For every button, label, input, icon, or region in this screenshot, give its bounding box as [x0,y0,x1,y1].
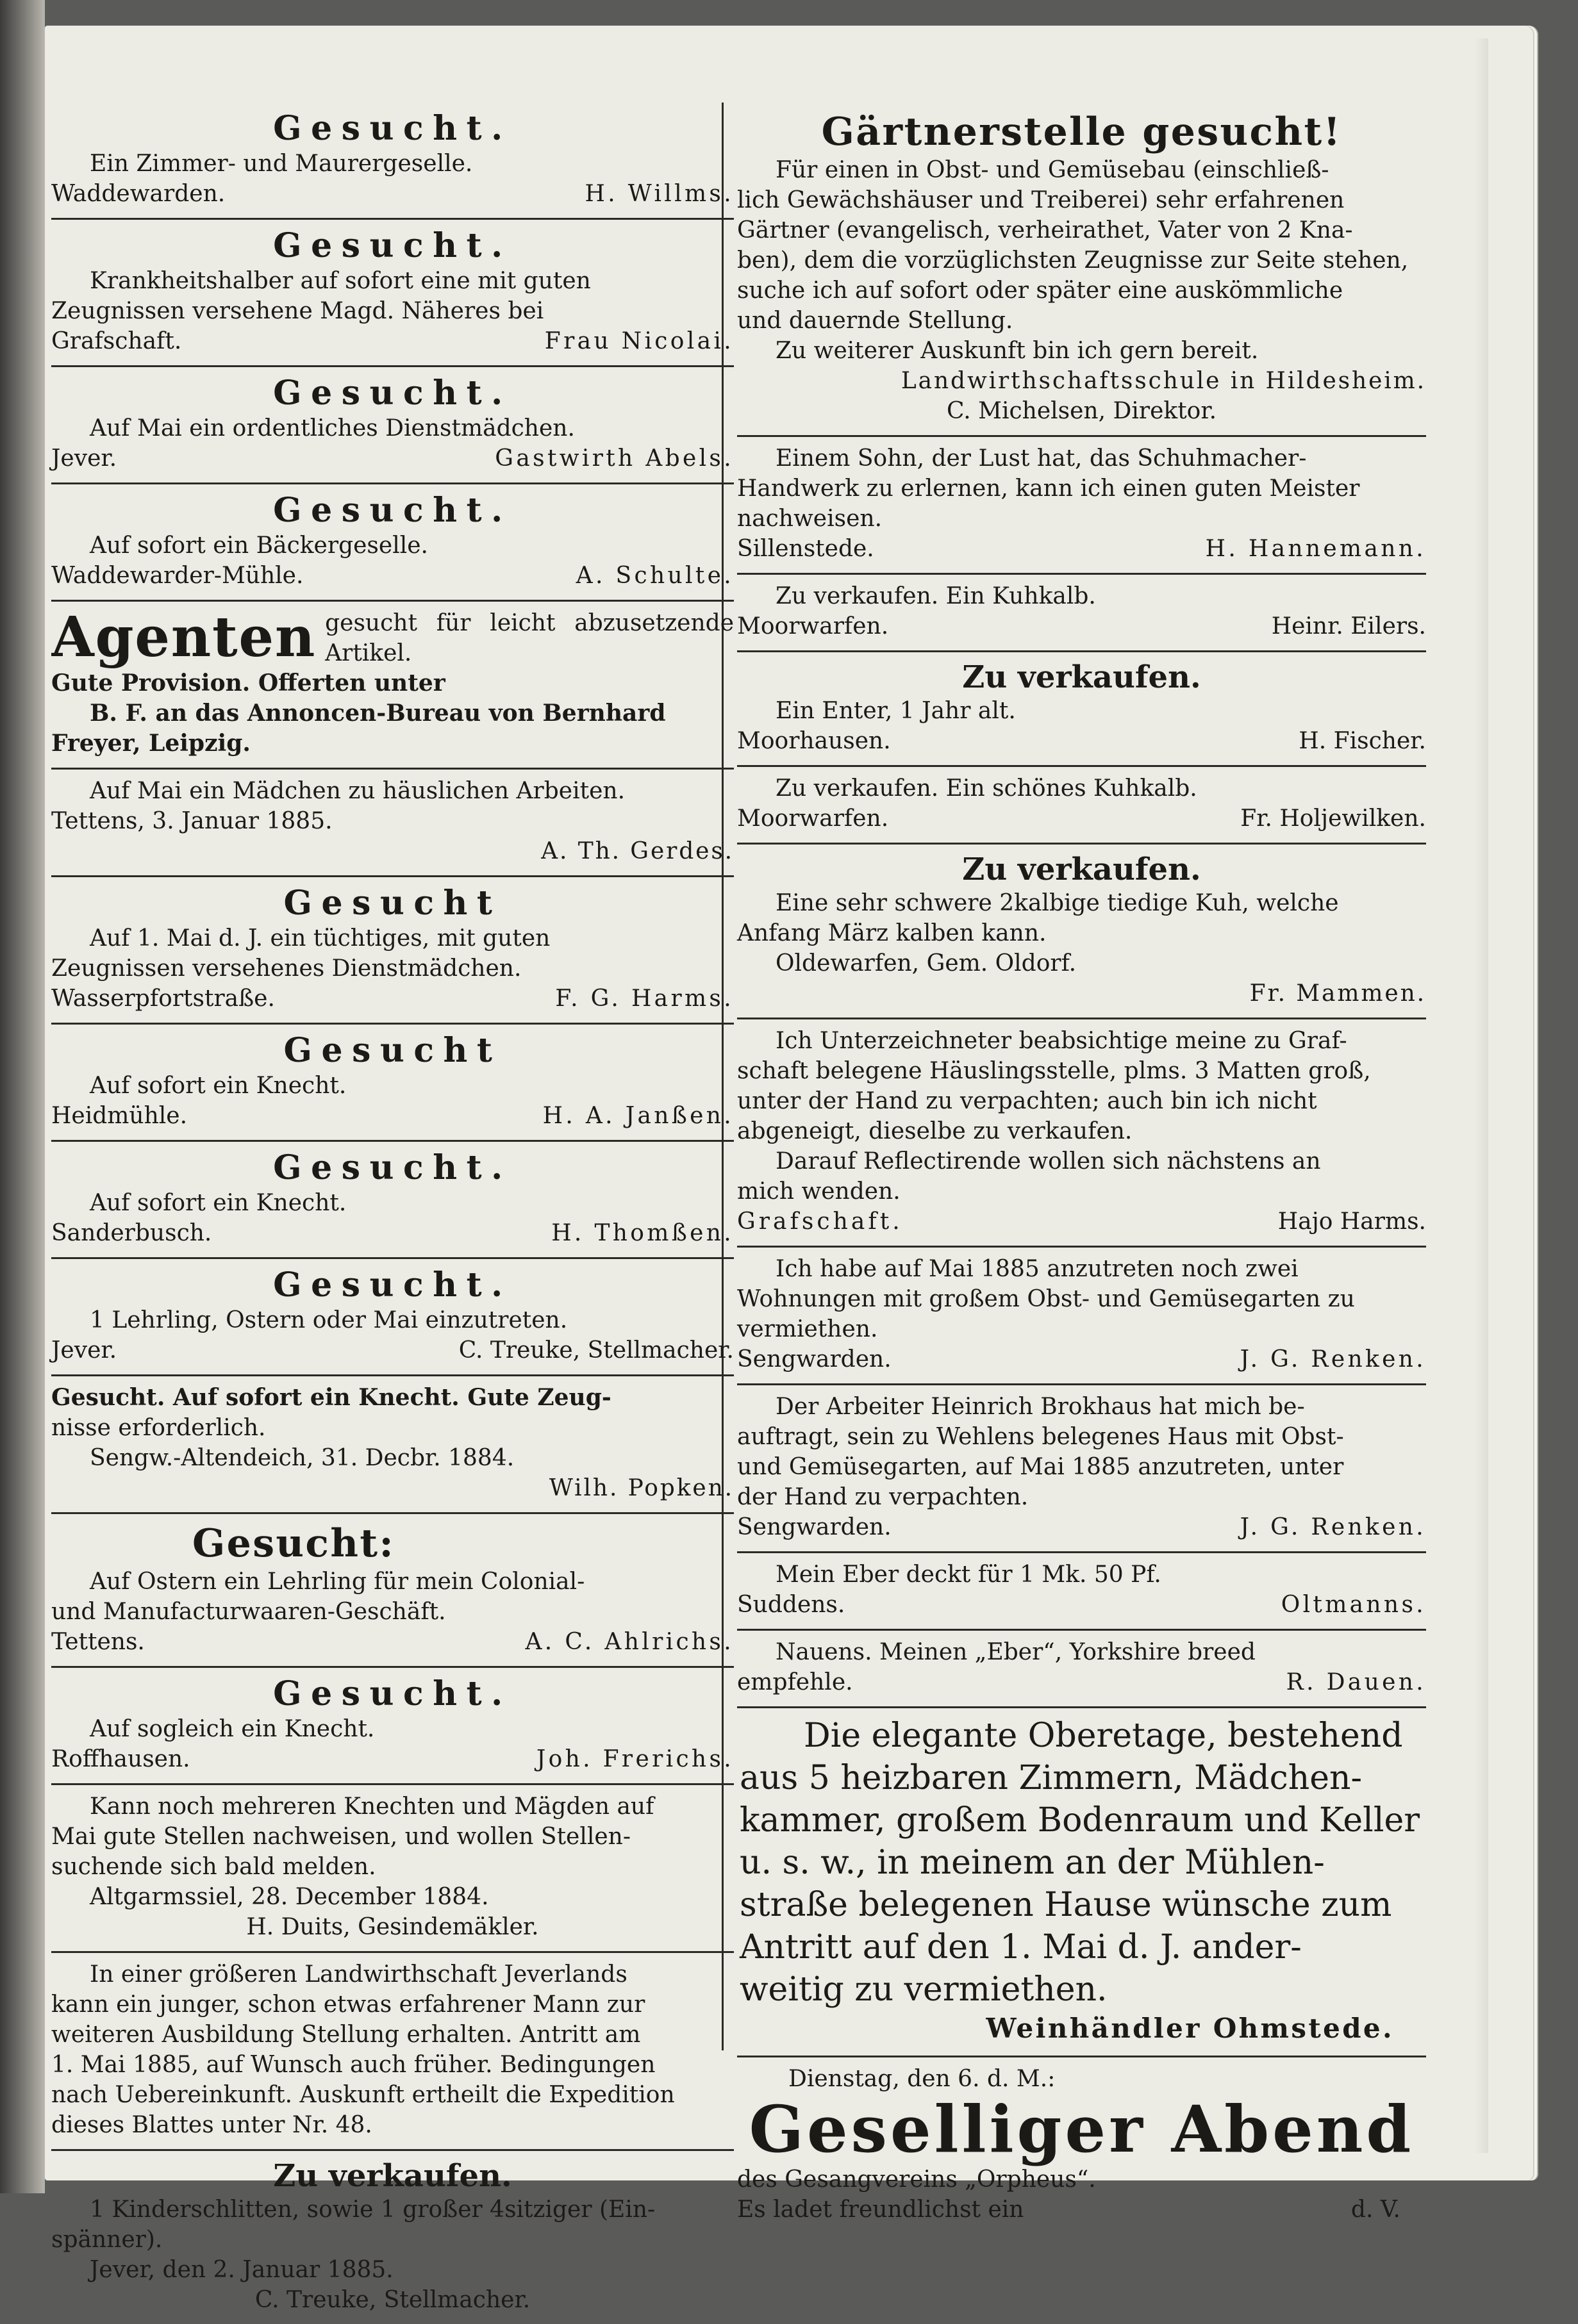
ad-signature [51,561,734,591]
ad-text: Gärtner (evangelisch, verheirathet, Vater von 2 Kna- [737,217,1353,243]
ad-right-5 [737,767,1426,845]
ad-name: Heinr. Eilers. [1271,613,1426,639]
ad-text: Altgarmssiel, 28. December 1884. [90,1884,489,1910]
ad-text: Einem Sohn, der Lust hat, das Schuhmacher- [776,445,1307,472]
ad-text: mich wenden. [737,1178,901,1205]
ad-name: Hajo Harms. [1277,1208,1426,1235]
ad-name: A. C. Ahlrichs. [525,1629,734,1655]
ad-signature [51,443,734,474]
ad-signature [51,1218,734,1248]
ad-text: Auf sofort ein Bäckergeselle. [90,532,428,559]
ad-text: suchende sich bald melden. [51,1854,376,1880]
ad-heading: Gesucht [283,884,502,923]
ad-text: und Manufacturwaaren-Geschäft. [51,1599,446,1625]
ad-text: Ein Zimmer- und Maurergeselle. [90,151,473,177]
ad-text: Gesucht. Auf sofort ein Knecht. Gute Zeug- [51,1384,611,1411]
ad-text: Zu verkaufen. Ein Kuhkalb. [776,583,1096,609]
ad-name: Oltmanns. [1281,1592,1426,1618]
ad-text: Auf Ostern ein Lehrling für mein Colonial- [90,1569,585,1595]
ad-text: Wohnungen mit großem Obst- und Gemüsegarten zu [737,1286,1355,1312]
ad-text: u. s. w., in meinem an der Mühlen- [740,1843,1325,1882]
ad-text: Jever, den 2. Januar 1885. [90,2257,394,2283]
ad-text: 1 Kinderschlitten, sowie 1 großer 4sitziger (Ein- [90,2196,656,2223]
ad-name: Gastwirth Abels. [495,445,734,472]
ad-place: Waddewarder-Mühle. [51,563,304,589]
ad-text: Nauens. Meinen „Eber“, Yorkshire breed [776,1639,1256,1665]
ad-text: des Gesangvereins „Orpheus“. [737,2166,1096,2193]
ad-name: A. Schulte. [576,563,734,589]
ad-right-8 [737,1248,1426,1385]
ad-right-7 [737,1019,1426,1248]
ad-right-12 [737,1708,1426,2057]
ad-text: Ich Unterzeichneter beabsichtige meine zu Graf- [776,1028,1347,1054]
ad-heading: Gärtnerstelle gesucht! [821,110,1342,154]
ad-left-15 [51,1953,734,2151]
ad-heading: Gesucht: [192,1521,395,1566]
ad-place: Moorhausen. [737,728,891,754]
right-column [737,103,1426,2234]
ad-name: H. Thomßen. [551,1220,734,1246]
ad-left-5 [51,602,734,770]
ad-text: In einer größeren Landwirthschaft Jeverlands [90,1961,627,1988]
ad-left-16 [51,2151,734,2324]
ad-signature [51,1744,734,1774]
ad-name: J. G. Renken. [1240,1346,1426,1372]
left-column [51,103,734,2324]
ad-heading: Gesucht. [273,1148,512,1187]
ad-name: Joh. Frerichs. [536,1746,734,1772]
ad-text: abgeneigt, dieselbe zu verkaufen. [737,1118,1133,1144]
ad-place: Waddewarden. [51,181,226,207]
ad-left-9 [51,1142,734,1259]
ad-text: Auf sogleich ein Knecht. [90,1716,375,1742]
ad-text: Tettens, 3. Januar 1885. [51,808,333,834]
ad-text: Landwirthschaftsschule in Hildesheim. [901,368,1426,394]
ad-left-11 [51,1376,734,1514]
ad-place: Sengwarden. [737,1346,892,1372]
ad-left-13 [51,1668,734,1785]
ad-text: Oldewarfen, Gem. Oldorf. [776,950,1077,977]
ad-left-8 [51,1025,734,1142]
ad-signature [737,1344,1426,1374]
ad-right-13 [737,2057,1426,2234]
ad-text: Auf Mai ein Mädchen zu häuslichen Arbeiten. [90,778,626,804]
ad-signature [737,1590,1426,1620]
ad-text: kammer, großem Bodenraum und Keller [740,1801,1420,1840]
ad-text: spänner). [51,2227,163,2253]
ad-text: kann ein junger, schon etwas erfahrener Mann zur [51,1991,645,2018]
ad-text: Freyer, Leipzig. [51,730,251,757]
ad-text: suche ich auf sofort oder später eine auskömmliche [737,277,1343,304]
ad-text: Zu weiterer Auskunft bin ich gern bereit. [776,338,1259,364]
ad-text: der Hand zu verpachten. [737,1484,1029,1510]
ad-name: Frau Nicolai. [544,328,734,354]
ad-heading: Agenten [51,605,317,670]
ad-text: 1. Mai 1885, auf Wunsch auch früher. Bedingungen [51,2052,656,2078]
ad-signature [737,804,1426,834]
ad-text: lich Gewächshäuser und Treiberei) sehr erfahrenen [737,187,1345,213]
ad-right-10 [737,1553,1426,1631]
ad-heading: Gesucht. [273,1265,512,1305]
ad-text: gesucht für leicht abzusetzende Artikel. [325,610,734,666]
ad-signature [51,1627,734,1657]
ad-heading: Zu verkaufen. [273,2158,512,2194]
ad-name: C. Treuke, Stellmacher. [254,2287,531,2313]
ad-place: Jever. [51,1337,117,1364]
ad-place: Sanderbusch. [51,1220,212,1246]
ad-left-10 [51,1259,734,1376]
ad-text: Es ladet freundlichst ein [737,2196,1024,2223]
ad-text: weitig zu vermiethen. [740,1970,1108,2009]
ad-right-6 [737,845,1426,1019]
ad-text: Eine sehr schwere 2kalbige tiedige Kuh, welche [776,890,1339,916]
ad-left-14 [51,1785,734,1953]
ad-left-6 [51,770,734,877]
ad-text: Krankheitshalber auf sofort eine mit guten [90,268,591,294]
ad-text: weiteren Ausbildung Stellung erhalten. Antritt am [51,2022,641,2048]
ad-text: Kann noch mehreren Knechten und Mägden auf [90,1793,654,1820]
ad-name: Wilh. Popken. [549,1475,734,1501]
ad-signature [51,1335,734,1365]
ad-heading: Zu verkaufen. [962,659,1201,695]
ad-text: Für einen in Obst- und Gemüsebau (einschließ- [776,157,1329,183]
ad-heading: Gesucht [283,1031,502,1070]
ad-place: Wasserpfortstraße. [51,985,275,1012]
ad-text: und Gemüsegarten, auf Mai 1885 anzutreten, unter [737,1454,1344,1480]
ad-left-4 [51,484,734,602]
ad-heading: Gesucht. [273,491,512,530]
ad-text: Gute Provision. Offerten unter [51,670,445,696]
ad-signature [737,534,1426,564]
ad-place: Heidmühle. [51,1103,188,1129]
ad-signature [737,1512,1426,1542]
ad-right-9 [737,1385,1426,1553]
ad-signature [51,179,734,209]
ad-text: Sengw.-Altendeich, 31. Decbr. 1884. [90,1445,515,1471]
ad-place: Tettens. [51,1629,145,1655]
ad-left-12 [51,1514,734,1668]
ad-signature [737,1667,1426,1697]
ad-left-2 [51,220,734,367]
ad-name: F. G. Harms. [555,985,734,1012]
ad-heading: Geselliger Abend [749,2091,1415,2167]
ad-signature [51,1101,734,1131]
ad-name: J. G. Renken. [1240,1514,1426,1540]
ad-text: Auf sofort ein Knecht. [90,1073,347,1099]
ad-signature [51,326,734,356]
ad-text: und dauernde Stellung. [737,308,1013,334]
ad-text: Auf sofort ein Knecht. [90,1190,347,1216]
ad-text: Auf Mai ein ordentliches Dienstmädchen. [90,415,575,441]
ad-text: unter der Hand zu verpachten; auch bin ich nicht [737,1088,1317,1114]
ad-text: Mein Eber deckt für 1 Mk. 50 Pf. [776,1562,1161,1588]
ad-text: nachweisen. [737,506,883,532]
ad-place: Suddens. [737,1592,845,1618]
ad-place: Grafschaft. [51,328,182,354]
ad-text: Zeugnissen versehenes Dienstmädchen. [51,955,522,982]
ad-text: B. F. an das Annoncen-Bureau von Bernhard [90,700,666,727]
ad-place: Moorwarfen. [737,613,889,639]
ad-left-1 [51,103,734,220]
ad-heading: Gesucht. [273,226,512,265]
ad-name: Fr. Holjewilken. [1240,805,1426,832]
ad-name: C. Michelsen, Direktor. [946,398,1217,424]
ad-text: Antritt auf den 1. Mai d. J. ander- [740,1928,1302,1966]
ad-text: Mai gute Stellen nachweisen, und wollen Stellen- [51,1824,631,1850]
ad-name: d. V. [1350,2196,1400,2223]
ad-name: Weinhändler Ohmstede. [986,2013,1394,2044]
ad-text: Darauf Reflectirende wollen sich nächstens an [776,1148,1321,1174]
ad-heading: Gesucht. [273,374,512,413]
ad-right-3 [737,575,1426,652]
ad-left-3 [51,367,734,484]
ad-name: Fr. Mammen. [1249,980,1426,1007]
ad-signature [737,726,1426,756]
ad-text: Zu verkaufen. Ein schönes Kuhkalb. [776,775,1197,802]
ad-text: vermiethen. [737,1316,878,1342]
ad-right-4 [737,652,1426,767]
ad-right-11 [737,1631,1426,1708]
ad-place: Moorwarfen. [737,805,889,832]
ad-text: Handwerk zu erlernen, kann ich einen guten Meister [737,475,1360,502]
ad-text: Ein Enter, 1 Jahr alt. [776,698,1016,724]
ad-name: H. Hannemann. [1205,536,1426,562]
ad-text: Zeugnissen versehene Magd. Näheres bei [51,298,544,324]
book-spine [0,0,45,2193]
ad-text: Die elegante Oberetage, bestehend [804,1717,1403,1755]
ad-text: auftragt, sein zu Wehlens belegenes Haus mit Obst- [737,1424,1344,1450]
ad-text: Auf 1. Mai d. J. ein tüchtiges, mit guten [90,925,551,952]
page-edge-shadow [1474,38,1488,2153]
ad-place: Jever. [51,445,117,472]
ad-left-7 [51,877,734,1025]
ad-signature [737,2195,1426,2225]
ad-place: Sengwarden. [737,1514,892,1540]
ad-place: Roffhausen. [51,1746,190,1772]
ad-text: Dienstag, den 6. d. M.: [788,2066,1056,2092]
ad-text: empfehle. [737,1669,853,1695]
ad-text: ben), dem die vorzüglichsten Zeugnisse zur Seite stehen, [737,247,1409,274]
ad-heading: Gesucht. [273,109,512,148]
ad-name: A. Th. Gerdes. [541,838,734,864]
ad-name: C. Treuke, Stellmacher. [458,1337,734,1364]
ad-signature [737,1207,1426,1237]
ad-text: Anfang März kalben kann. [737,920,1047,946]
ad-text: 1 Lehrling, Ostern oder Mai einzutreten. [90,1307,568,1333]
ad-signature [51,984,734,1014]
ad-right-1 [737,103,1426,437]
ad-place: Sillenstede. [737,536,874,562]
ad-heading: Gesucht. [273,1674,512,1713]
ad-heading: Zu verkaufen. [962,852,1201,887]
ad-right-2 [737,437,1426,575]
ad-name: H. A. Janßen. [542,1103,734,1129]
ad-text: schaft belegene Häuslingsstelle, plms. 3 Matten groß, [737,1058,1371,1084]
ad-text: nach Uebereinkunft. Auskunft ertheilt die Expedition [51,2082,675,2108]
ad-name: H. Fischer. [1299,728,1426,754]
ad-name: H. Duits, Gesindemäkler. [246,1914,539,1940]
ad-name: R. Dauen. [1286,1669,1426,1695]
ad-place: Grafschaft. [737,1208,903,1235]
ad-text: dieses Blattes unter Nr. 48. [51,2112,372,2138]
ad-text: nisse erforderlich. [51,1415,266,1441]
ad-text: straße belegenen Hause wünsche zum [740,1886,1392,1924]
ad-name: H. Willms. [585,181,734,207]
ad-text: Der Arbeiter Heinrich Brokhaus hat mich be- [776,1394,1305,1420]
ad-text: Ich habe auf Mai 1885 anzutreten noch zwei [776,1256,1299,1282]
ad-text: aus 5 heizbaren Zimmern, Mädchen- [740,1759,1363,1797]
ad-signature [737,611,1426,641]
